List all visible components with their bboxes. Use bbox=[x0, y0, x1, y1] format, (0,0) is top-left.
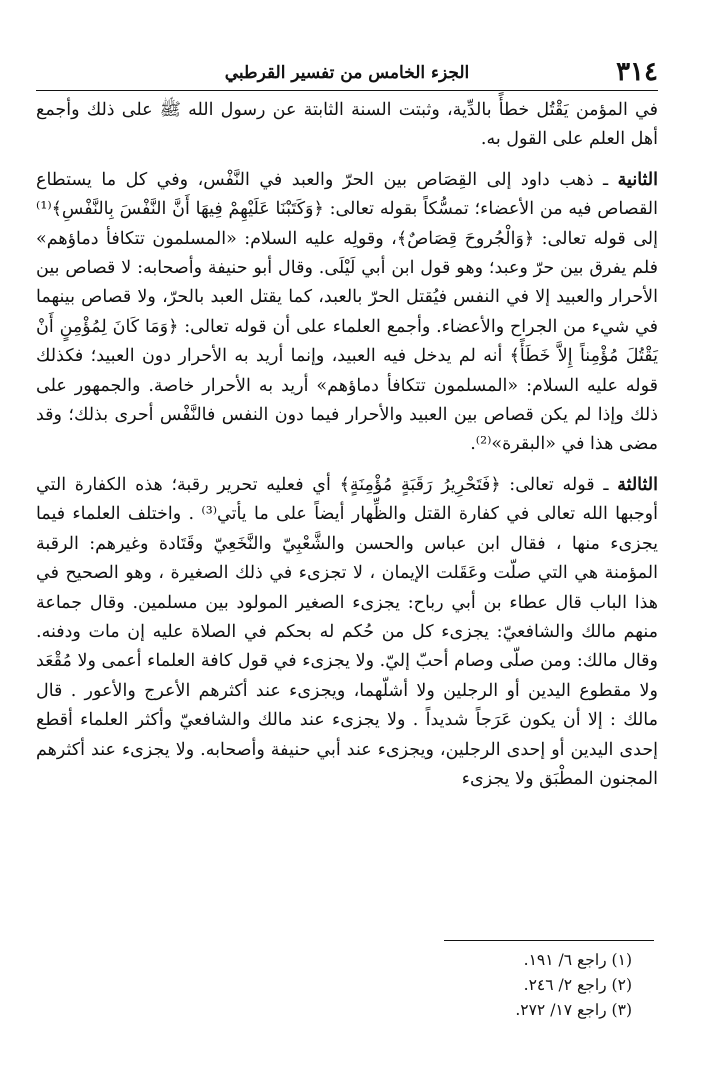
paragraph-text: ـ ذهب داود إلى القِصَاص بين الحرّ والعبد في النَّفْس، وفي كل ما يستطاع القصاص فيه من الأعضاء؛ تمسُّكاً بقوله تعالى: ﴿وَكَتَبْنَا عَلَيْهِمْ فِيهَا أَنَّ النَّفْسَ بِالنَّفْسِ﴾⁽¹⁾ إلى قوله تعالى: ﴿وَالْجُروحَ قِصَاصٌ﴾، وقولِه عليه السلام: «المسلمون تتكافأ دماؤهم» فلم يفرق بين حرّ وعبد؛ وهو قول ابن أبي لَيْلَى. وقال أبو حنيفة وأصحابه: لا قصاص بين الأحرار والعبيد إلا في النفس فيُقتل الحرّ بالعبد، كما يقتل العبد بالحرّ، ولا قصاص بينهما في شيء من الجراح والأعضاء. وأجمع العلماء على أن قوله تعالى: ﴿وَمَا كَانَ لِمُؤْمِنٍ أَنْ يَقْتُلَ مُؤْمِناً إِلاَّ خَطَأً﴾ أنه لم يدخل فيه العبيد، وإنما أريد به الأحرار دون العبيد؛ فكذلك قوله عليه السلام: «المسلمون تتكافأ دماؤهم» أريد به الأحرار خاصة. والجمهور على ذلك وإذا لم يكن قصاص بين العبيد والأحرار فيما دون النفس فالنَّفْس أحرى بذلك؛ وقد مضى هذا في «البقرة»⁽²⁾. bbox=[36, 169, 658, 455]
main-text bbox=[36, 96, 658, 794]
paragraph-3 bbox=[36, 471, 658, 794]
running-title: الجزء الخامس من تفسير القرطبي bbox=[224, 63, 470, 83]
paragraph-1 bbox=[36, 96, 658, 155]
footnote-3: (٣) راجع ١٧/ ٢٧٢. bbox=[515, 1001, 632, 1019]
paragraph-text: ـ قوله تعالى: ﴿فَتَحْرِيرُ رَقَبَةٍ مُؤْمِنَةٍ﴾ أي فعليه تحرير رقبة؛ هذه الكفارة التي أوجبها الله تعالى في كفارة القتل والظِّهار أيضاً على ما يأتي⁽³⁾ . واختلف العلماء فيما يجزىء منها ، فقال ابن عباس والحسن والشَّعْبِيّ والنَّخَعِيّ وقَتَادة وغيرهم: الرقبة المؤمنة هي التي صلّت وعَقَلت الإيمان ، لا تجزىء في ذلك الصغيرة ، وهو الصحيح في هذا الباب قال عطاء بن أبي رباح: يجزىء الصغير المولود بين مسلمين. وقال جماعة منهم مالك والشافعيّ: يجزىء كل من حُكم له بحكم في الصلاة عليه إن مات ودفنه. وقال مالك: ومن صلّى وصام أحبّ إليّ. ولا يجزىء في قول كافة العلماء أعمى ولا مُقْعَد ولا مقطوع اليدين أو الرجلين ولا أشلّهما، ويجزىء عند أكثرهم الأعرج والأعور . قال مالك : إلا أن يكون عَرَجاً شديداً . ولا يجزىء عند مالك والشافعيّ وأكثر العلماء أقطع إحدى اليدين أو إحدى الرجلين، ويجزىء عند أبي حنيفة وأصحابه. ولا يجزىء عند أكثرهم المجنون المطْبَق ولا يجزىء bbox=[36, 474, 658, 789]
footnote-2: (٢) راجع ٢/ ٢٤٦. bbox=[523, 976, 632, 994]
page-header bbox=[36, 56, 658, 91]
page-number: ٣١٤ bbox=[616, 57, 658, 87]
paragraph-lead: الثالثة bbox=[617, 474, 658, 495]
footnote-1: (١) راجع ٦/ ١٩١. bbox=[523, 951, 632, 969]
footnote-divider bbox=[444, 940, 654, 941]
paragraph-lead: الثانية bbox=[617, 169, 658, 190]
footnotes bbox=[372, 948, 632, 1023]
paragraph-2 bbox=[36, 166, 658, 460]
paragraph-text: في المؤمن يَقْتُل خطأً بالدِّية، وثبتت السنة الثابتة عن رسول الله ﷺ على ذلك وأجمع أهل العلم على القول به. bbox=[36, 100, 658, 150]
